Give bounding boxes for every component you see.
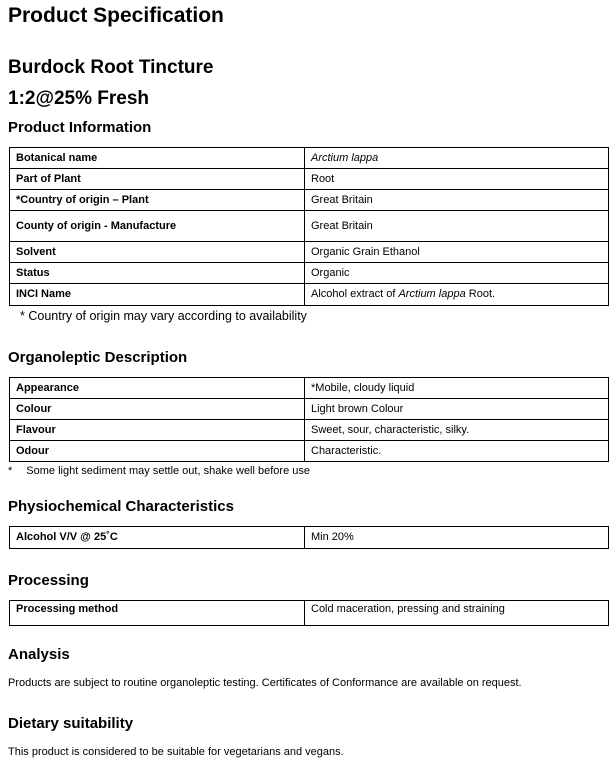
inci-botanical: Arctium lappa (398, 288, 466, 300)
row-label: Processing method (10, 601, 305, 626)
product-name: Burdock Root Tincture (8, 57, 214, 78)
table-row (10, 148, 609, 169)
analysis-text: Products are subject to routine organoleptic testing. Certificates of Conformance are available on request. (8, 677, 522, 689)
row-label: Part of Plant (10, 169, 305, 190)
row-value (305, 284, 609, 306)
table-row (10, 601, 609, 626)
table-row (10, 242, 609, 263)
row-value: Light brown Colour (305, 399, 609, 420)
row-value: Arctium lappa (305, 148, 609, 169)
organoleptic-footnote (8, 465, 310, 477)
row-value: Characteristic. (305, 441, 609, 462)
table-row (10, 527, 609, 549)
section-heading-product-information: Product Information (8, 119, 152, 136)
inci-prefix: Alcohol extract of (311, 288, 399, 300)
row-label: Flavour (10, 420, 305, 441)
section-heading-organoleptic: Organoleptic Description (8, 349, 188, 366)
row-label: Appearance (10, 378, 305, 399)
row-value: Great Britain (305, 190, 609, 211)
table-row (10, 420, 609, 441)
product-ratio: 1:2@25% Fresh (8, 88, 150, 109)
table-row (10, 211, 609, 242)
row-label: Odour (10, 441, 305, 462)
product-information-footnote: * Country of origin may vary according to availability (20, 309, 307, 323)
table-row (10, 169, 609, 190)
footnote-mark: * (8, 465, 13, 477)
section-heading-dietary: Dietary suitability (8, 715, 134, 732)
row-label: Botanical name (10, 148, 305, 169)
row-label: Solvent (10, 242, 305, 263)
footnote-text: Some light sediment may settle out, shake well before use (26, 465, 310, 477)
row-label: Status (10, 263, 305, 284)
row-label: *Country of origin – Plant (10, 190, 305, 211)
row-value: Organic (305, 263, 609, 284)
organoleptic-table (9, 377, 609, 462)
table-row (10, 378, 609, 399)
physiochemical-table (9, 526, 609, 549)
row-value: Sweet, sour, characteristic, silky. (305, 420, 609, 441)
section-heading-processing: Processing (8, 572, 89, 589)
row-value: *Mobile, cloudy liquid (305, 378, 609, 399)
table-row (10, 441, 609, 462)
row-label: Colour (10, 399, 305, 420)
row-value: Great Britain (305, 211, 609, 242)
table-row (10, 190, 609, 211)
row-value: Root (305, 169, 609, 190)
row-value: Min 20% (305, 527, 609, 549)
product-information-table (9, 147, 609, 306)
row-label: County of origin - Manufacture (10, 211, 305, 242)
row-value: Cold maceration, pressing and straining (305, 601, 609, 626)
section-heading-analysis: Analysis (8, 646, 70, 663)
table-row (10, 399, 609, 420)
processing-table (9, 600, 609, 626)
row-label: Alcohol V/V @ 25˚C (10, 527, 305, 549)
inci-suffix: Root. (465, 288, 496, 300)
dietary-text: This product is considered to be suitable for vegetarians and vegans. (8, 746, 344, 758)
section-heading-physiochemical: Physiochemical Characteristics (8, 498, 234, 515)
table-row (10, 263, 609, 284)
row-value: Organic Grain Ethanol (305, 242, 609, 263)
page-title: Product Specification (8, 4, 224, 27)
table-row (10, 284, 609, 306)
row-label: INCI Name (10, 284, 305, 306)
